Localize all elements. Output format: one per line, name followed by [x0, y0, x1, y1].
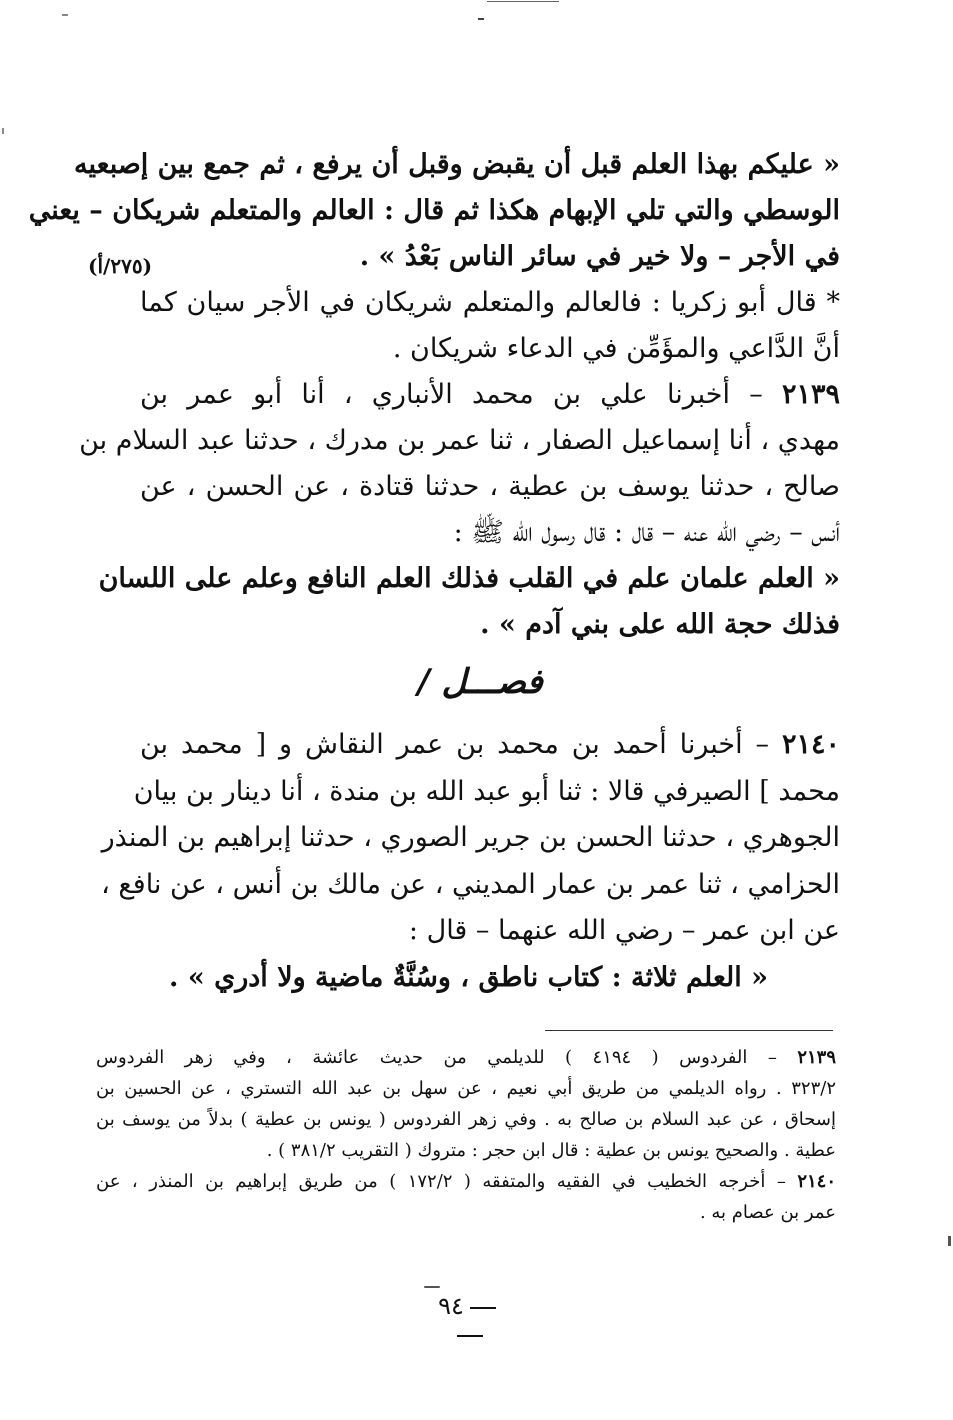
- footnote-line: ٣٢٣/٢ . رواه الديلمي من طريق أبي نعيم ، عن سهل بن عبد الله التستري ، عن الحسين بن: [96, 1078, 836, 1099]
- hadith-2140-line: الجوهري ، حدثنا الحسن بن جرير الصوري ، حدثنا إبراهيم بن المنذر: [101, 822, 840, 853]
- top-rule: [487, 1, 559, 2]
- text-line: الوسطي والتي تلي الإبهام هكذا ثم قال : العالم والمتعلم شريكان – يعني: [28, 195, 840, 226]
- footnotes: [96, 1042, 836, 1228]
- footnote-number: ٢١٤٠: [797, 1171, 836, 1192]
- page-number-dash: [457, 1335, 483, 1337]
- footnote-line: [96, 1166, 836, 1197]
- hadith-2140-line: عن ابن عمر – رضي الله عنهما – قال :: [408, 915, 840, 946]
- text-line: « عليكم بهذا العلم قبل أن يقبض وقبل أن يرفع ، ثم جمع بين إصبعيه: [74, 149, 840, 180]
- hadith-number: ٢١٤٠: [781, 729, 840, 760]
- hadith-text: – أخبرنا أحمد بن محمد بن عمر النقاش و [ محمد بن: [140, 729, 770, 760]
- page-number-value: ٩٤: [438, 1292, 464, 1320]
- hadith-number: ٢١٣٩: [781, 379, 840, 410]
- scan-mark: [2, 128, 4, 134]
- footnote-line: إسحاق ، عن عبد السلام بن صالح به . وفي زهر الفردوس ( يونس بن عطية ) بدلاً من يوسف بن: [96, 1109, 836, 1130]
- hadith-2139-matn: فذلك حجة الله على بني آدم » .: [480, 609, 840, 640]
- footnote-line: عطية . والصحيح يونس بن عطية : قال ابن حجر : متروك ( التقريب ٣٨١/٢ ) .: [266, 1140, 836, 1161]
- hadith-2139-line: [140, 372, 840, 418]
- scan-mark: [62, 14, 68, 16]
- scan-mark: [478, 18, 484, 20]
- commentary-line: * قال أبو زكريا : فالعالم والمتعلم شريكان في الأجر سيان كما: [140, 287, 840, 318]
- scan-mark: [948, 1236, 951, 1246]
- footnote-line: [96, 1042, 836, 1073]
- hadith-2140-line: [140, 722, 840, 769]
- footnote-number: ٢١٣٩: [797, 1047, 837, 1068]
- hadith-2139-matn: « العلم علمان علم في القلب فذلك العلم النافع وعلم على اللسان: [98, 563, 840, 594]
- manuscript-folio-marker: (٢٧٥/أ): [88, 254, 153, 278]
- scan-mark: [424, 1286, 440, 1288]
- footnote-separator: [545, 1030, 833, 1031]
- footnote-line: عمر بن عصام به .: [699, 1202, 836, 1223]
- commentary-line: أنَّ الدَّاعي والمؤَمِّن في الدعاء شريكان .: [392, 333, 840, 364]
- text-line: في الأجر – ولا خير في سائر الناس بَعْدُ » .: [359, 241, 840, 272]
- main-text-lower: [101, 722, 840, 1001]
- hadith-2139-line: صالح ، حدثنا يوسف بن عطية ، حدثنا قتادة ، عن الحسن ، عن: [140, 471, 840, 502]
- hadith-2139-line: مهدي ، أنا إسماعيل الصفار ، ثنا عمر بن مدرك ، حدثنا عبد السلام بن: [79, 425, 840, 456]
- hadith-2140-line: محمد ] الصيرفي قالا : ثنا أبو عبد الله بن مندة ، أنا دينار بن بيان: [133, 775, 840, 807]
- page-number: [420, 1292, 520, 1348]
- section-heading: فصـــل /: [417, 662, 543, 702]
- hadith-text: – أخبرنا علي بن محمد الأنباري ، أنا أبو عمر بن: [140, 379, 763, 410]
- page-number-dash: [470, 1307, 496, 1309]
- hadith-2140-line: الحزامي ، ثنا عمر بن عمار المديني ، عن مالك بن أنس ، عن نافع ،: [101, 868, 840, 900]
- footnote-text: – أخرجه الخطيب في الفقيه والمتفقه ( ١٧٢/٢ ) من طريق إبراهيم بن المنذر ، عن: [96, 1171, 786, 1192]
- hadith-2139-line: أنس – رضي الله عنه – قال : قال رسول الله ﷺ :: [453, 517, 840, 548]
- hadith-2140-matn: « العلم ثلاثة : كتاب ناطق ، وسُنَّةٌ ماضية ولا أدري » .: [169, 961, 768, 993]
- footnote-text: – الفردوس ( ٤١٩٤ ) للديلمي من حديث عائشة ، وفي زهر الفردوس: [96, 1047, 777, 1068]
